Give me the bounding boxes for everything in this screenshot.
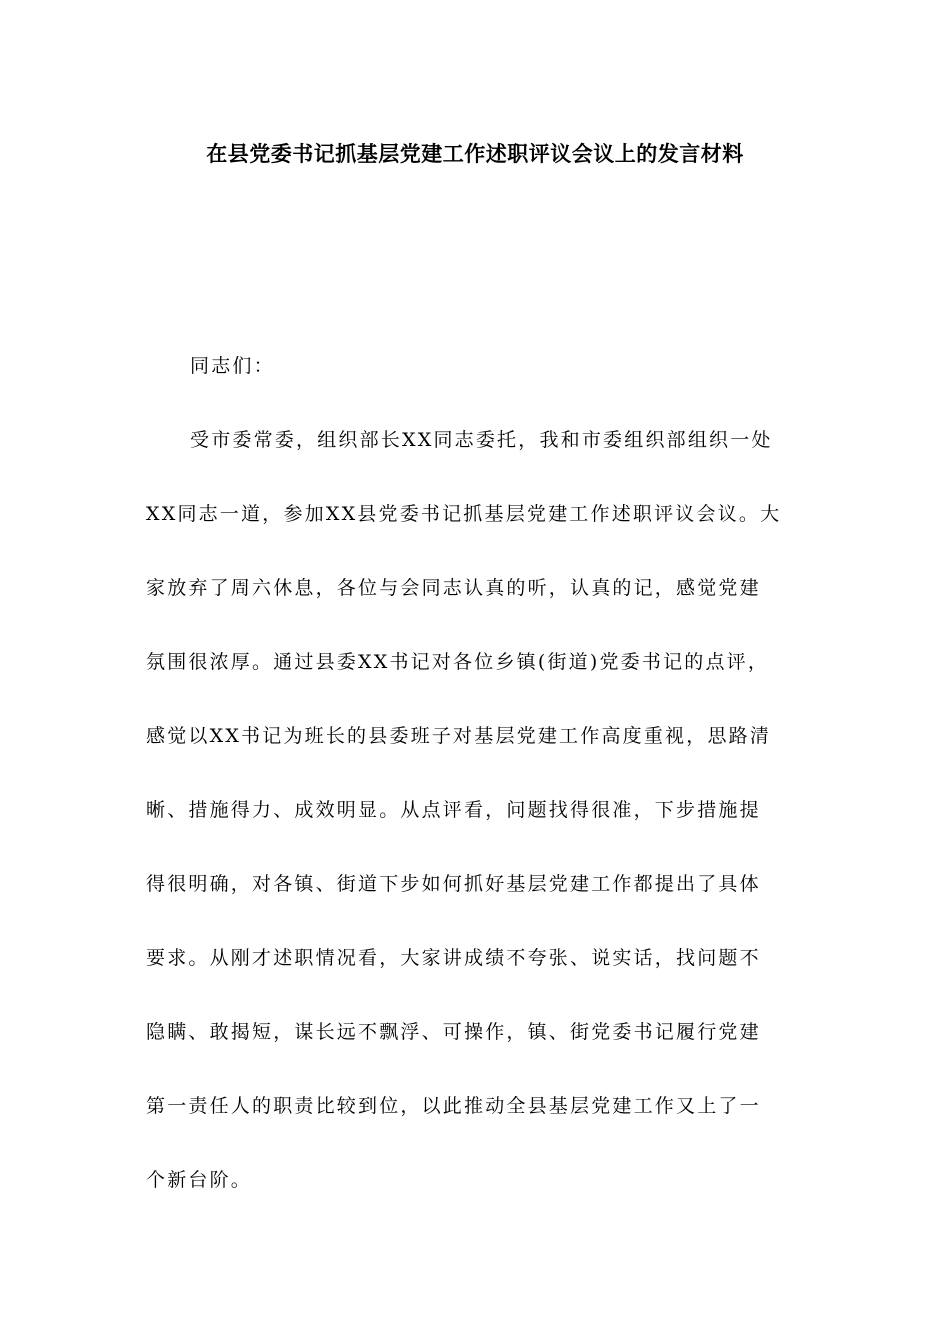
paragraph-line: 要求。从刚才述职情况看，大家讲成绩不夸张、说实话，找问题不: [146, 947, 761, 969]
document-title: 在县党委书记抓基层党建工作述职评议会议上的发言材料: [206, 142, 744, 166]
paragraph-line: 隐瞒、敢揭短，谋长远不飘浮、可操作，镇、街党委书记履行党建: [146, 1021, 761, 1043]
paragraph-line: 受市委常委，组织部长XX同志委托，我和市委组织部组织一处: [190, 429, 773, 451]
paragraph-line: 得很明确，对各镇、街道下步如何抓好基层党建工作都提出了具体: [146, 873, 761, 895]
paragraph-line: 氛围很浓厚。通过县委XX书记对各位乡镇(街道)党委书记的点评，: [146, 651, 770, 673]
paragraph-line: 家放弃了周六休息，各位与会同志认真的听，认真的记，感觉党建: [146, 577, 761, 599]
paragraph-line: 晰、措施得力、成效明显。从点评看，问题找得很准，下步措施提: [146, 799, 761, 821]
paragraph-line: 第一责任人的职责比较到位，以此推动全县基层党建工作又上了一: [146, 1095, 761, 1117]
document-body: [146, 348, 806, 1236]
paragraph-line: 个新台阶。: [146, 1169, 253, 1191]
paragraph-line: 感觉以XX书记为班长的县委班子对基层党建工作高度重视，思路清: [146, 725, 772, 747]
paragraph-line: XX同志一道，参加XX县党委书记抓基层党建工作述职评议会议。大: [146, 503, 782, 525]
salutation: 同志们：: [190, 355, 275, 377]
